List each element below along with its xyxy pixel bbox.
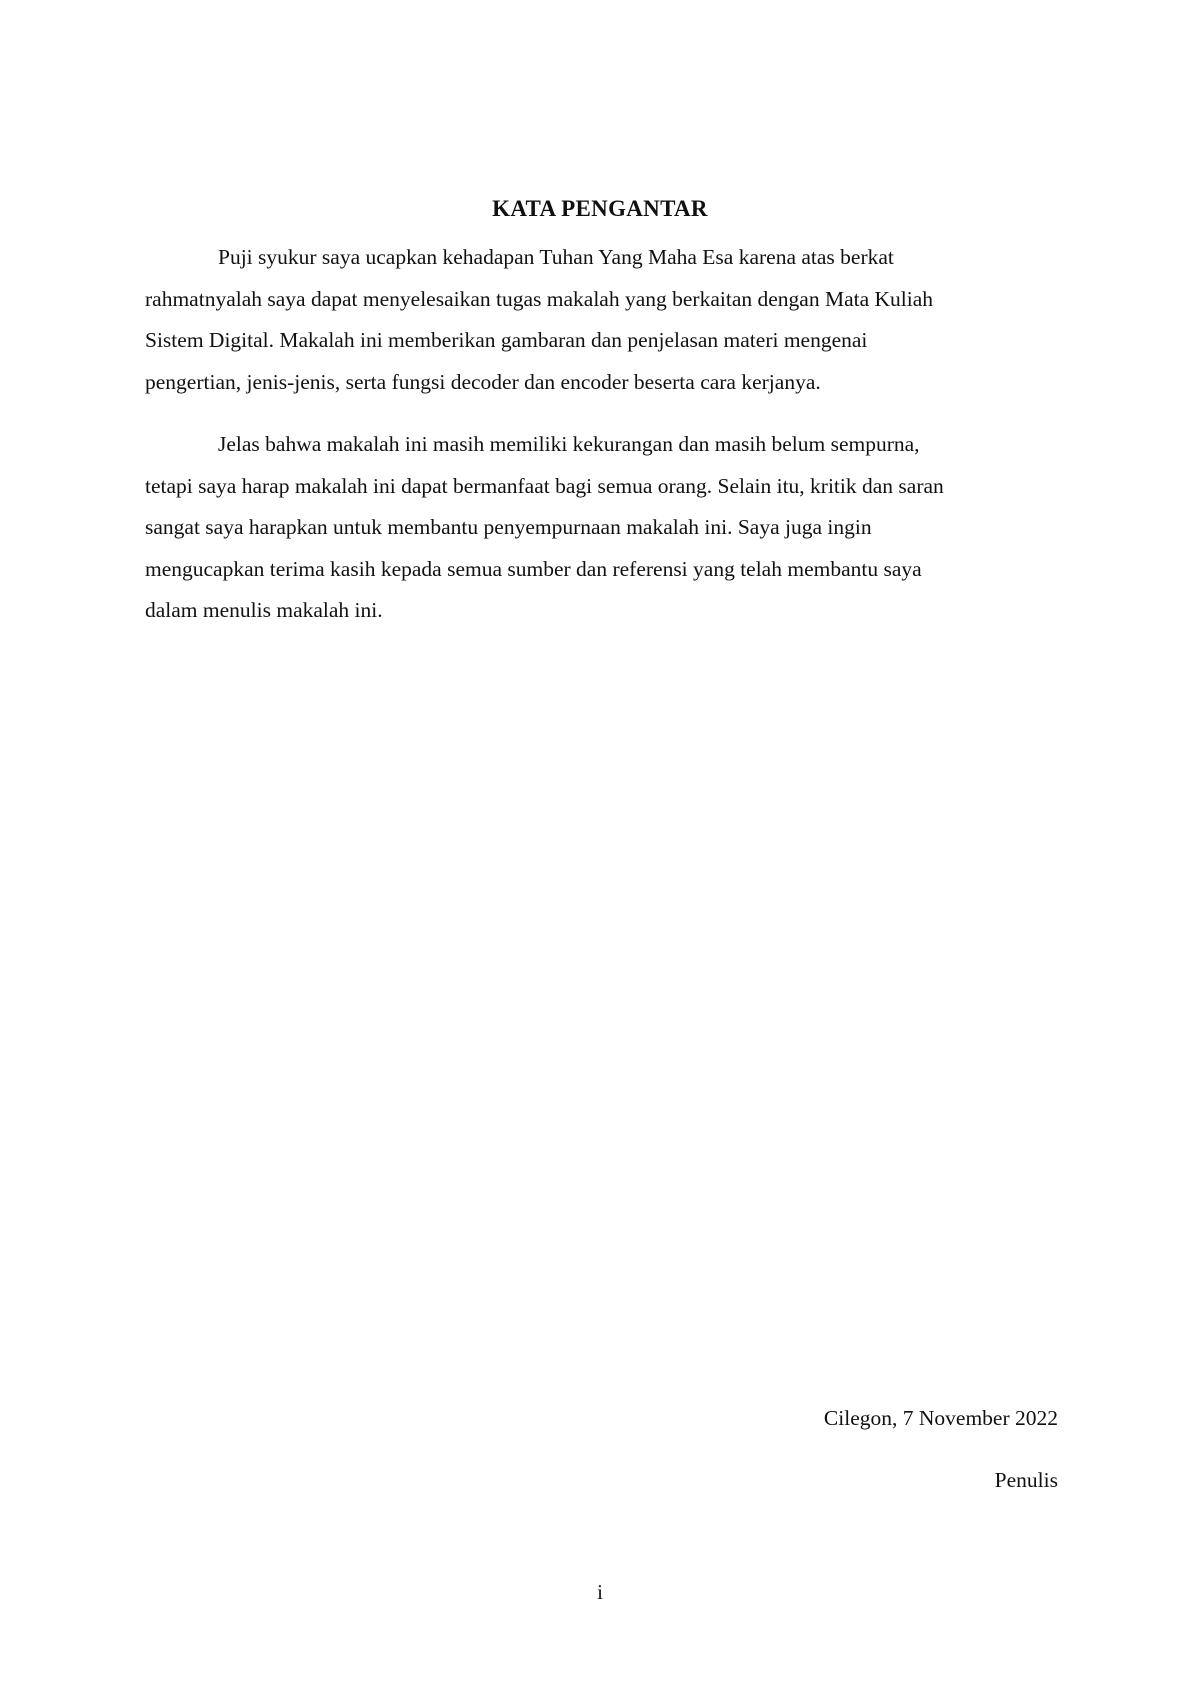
paragraph-line: dalam menulis makalah ini. bbox=[145, 598, 383, 622]
paragraph-line: Jelas bahwa makalah ini masih memiliki kekurangan dan masih belum sempurna, bbox=[218, 432, 920, 456]
paragraph-line: tetapi saya harap makalah ini dapat bermanfaat bagi semua orang. Selain itu, kritik dan saran bbox=[145, 473, 944, 498]
paragraph-2 bbox=[145, 424, 1065, 632]
paragraph-line: pengertian, jenis-jenis, serta fungsi decoder dan encoder beserta cara kerjanya. bbox=[145, 369, 821, 394]
page-number: i bbox=[597, 1580, 603, 1604]
paragraph-1 bbox=[145, 237, 1065, 403]
closing-place-date: Cilegon, 7 November 2022 bbox=[823, 1406, 1058, 1430]
page-title: KATA PENGANTAR bbox=[492, 196, 708, 221]
paragraph-line: rahmatnyalah saya dapat menyelesaikan tugas makalah yang berkaitan dengan Mata Kuliah bbox=[145, 286, 934, 311]
paragraph-line: mengucapkan terima kasih kepada semua sumber dan referensi yang telah membantu saya bbox=[145, 556, 922, 581]
closing-author: Penulis bbox=[994, 1468, 1058, 1492]
paragraph-line: Puji syukur saya ucapkan kehadapan Tuhan Yang Maha Esa karena atas berkat bbox=[218, 245, 894, 269]
paragraph-line: sangat saya harapkan untuk membantu penyempurnaan makalah ini. Saya juga ingin bbox=[145, 515, 872, 539]
paragraph-line: Sistem Digital. Makalah ini memberikan gambaran dan penjelasan materi mengenai bbox=[145, 328, 868, 352]
